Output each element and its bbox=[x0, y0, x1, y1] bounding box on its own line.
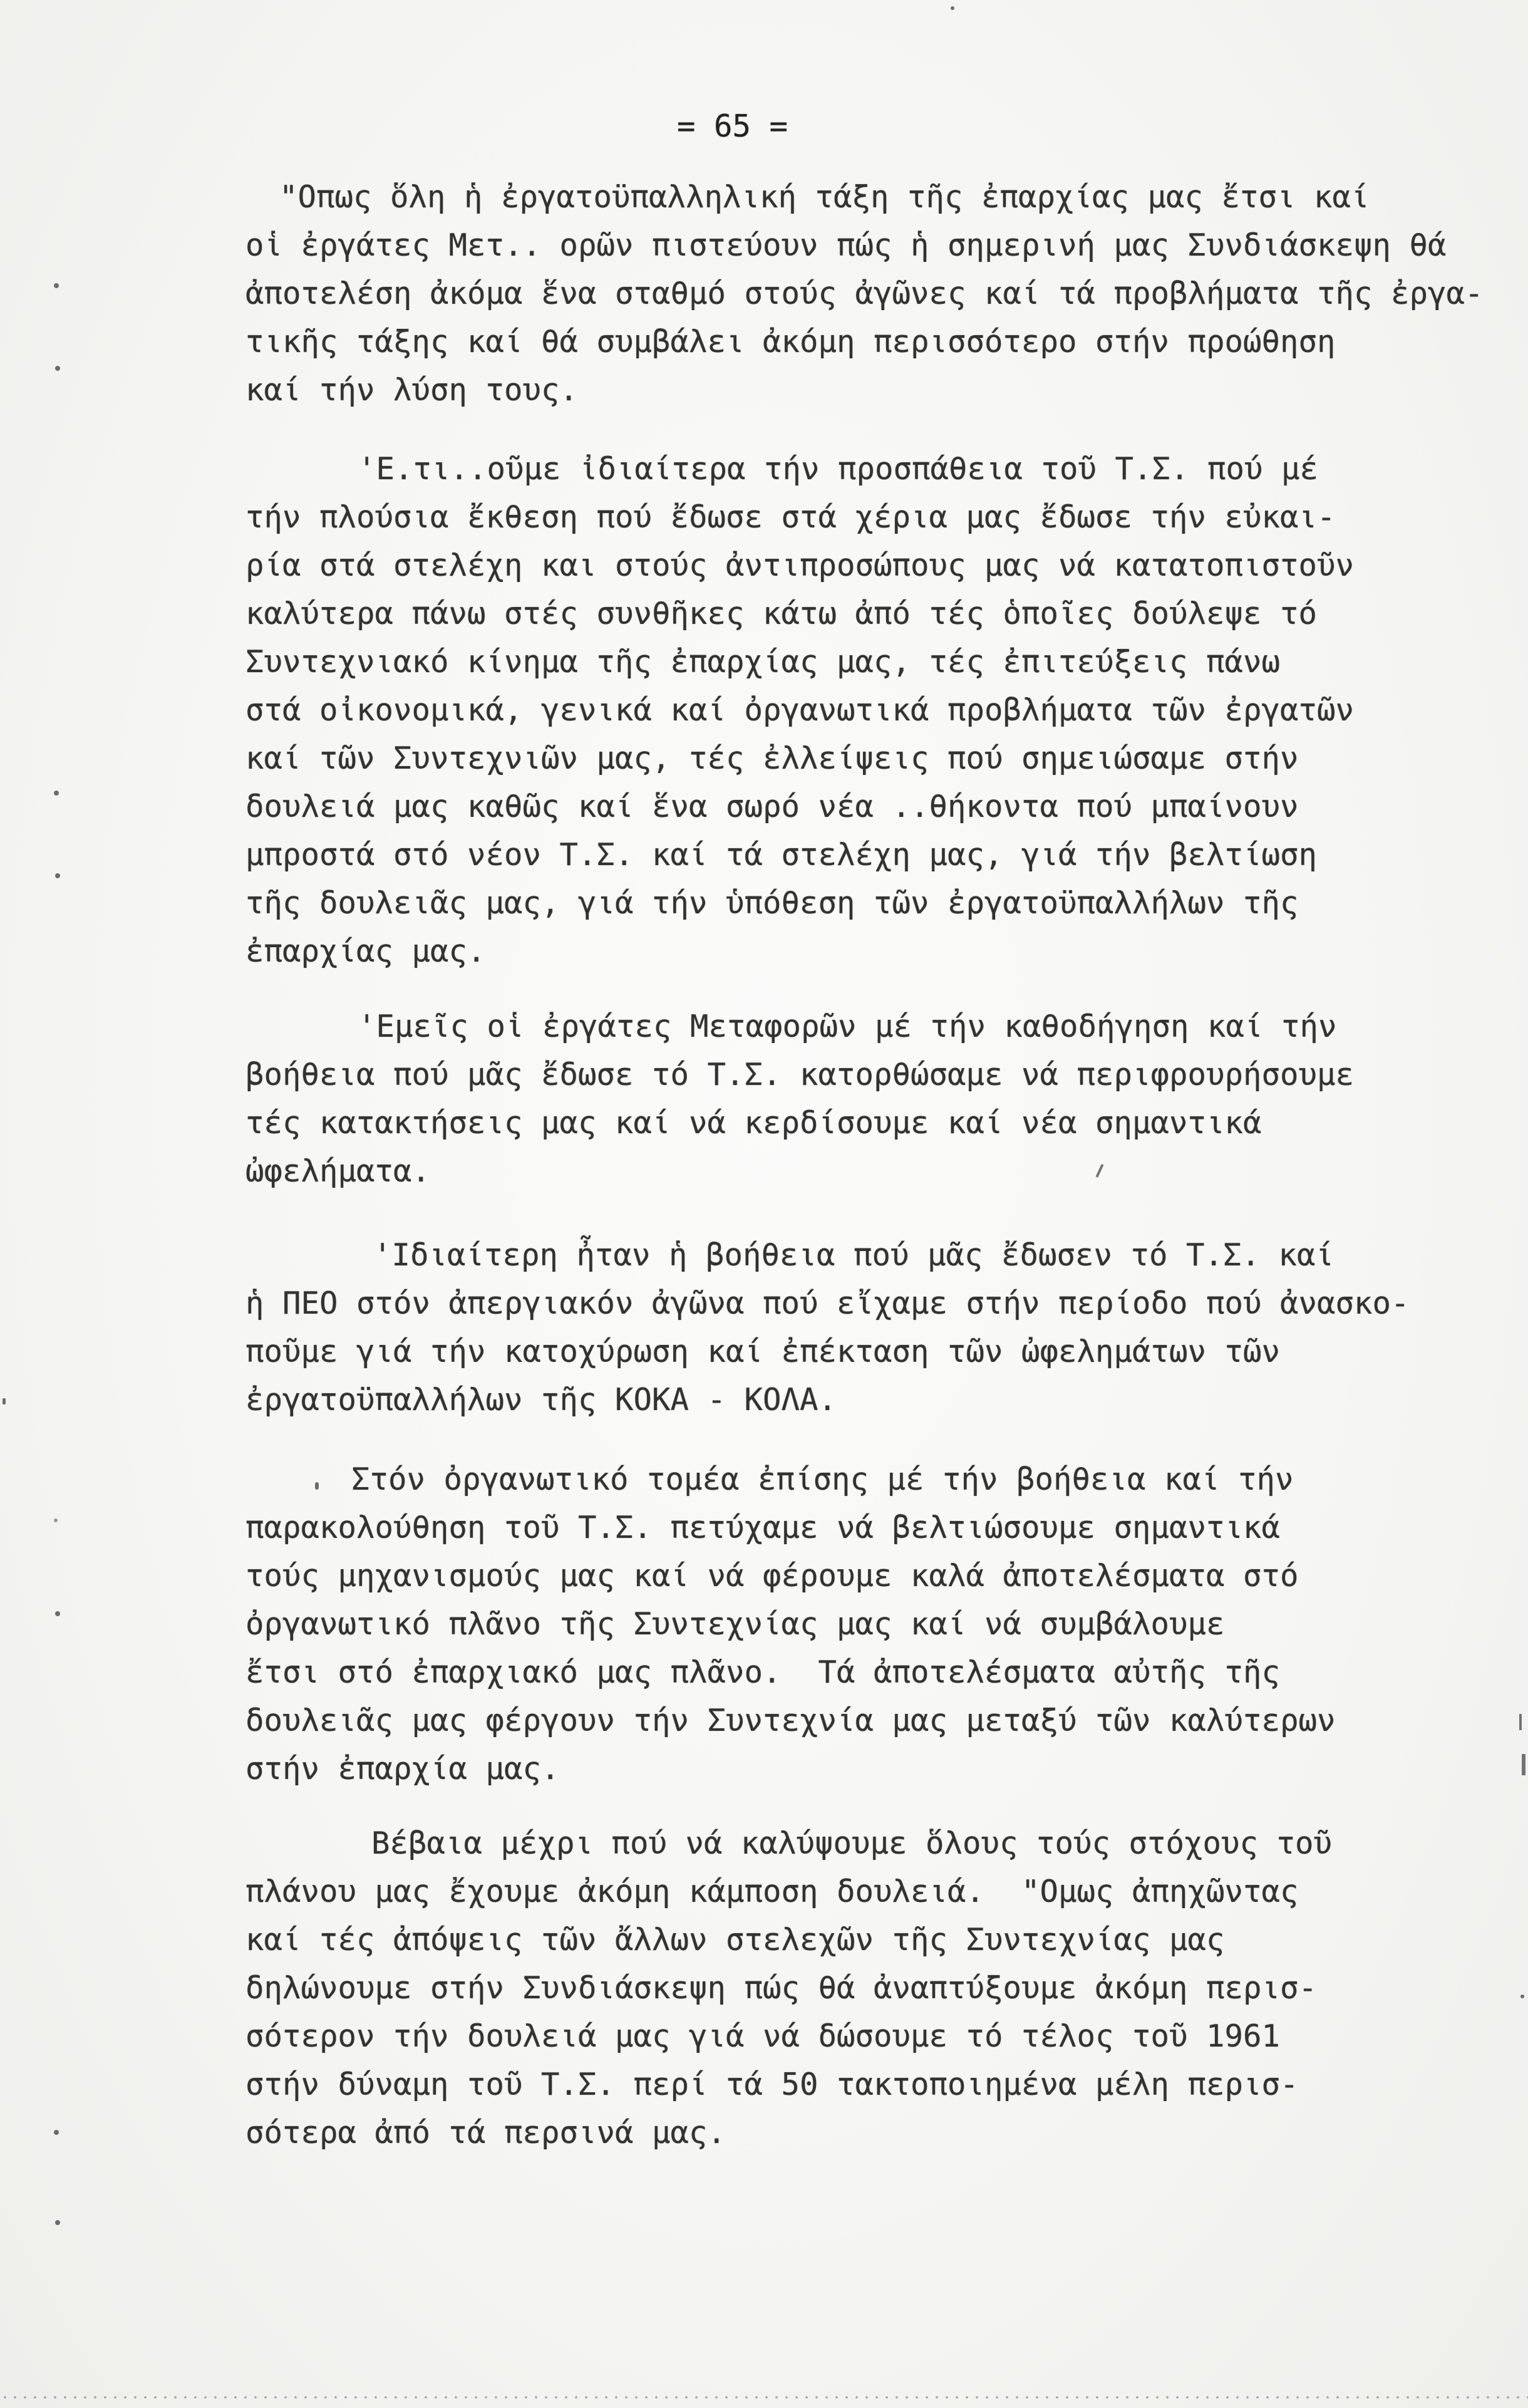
text-line: μπροστά στό νέον Τ.Σ. καί τά στελέχη μας, γιά τήν βελτίωση bbox=[245, 837, 1318, 873]
text-line: ἐργατοϋπαλλήλων τῆς ΚΟΚΑ - ΚΟΛΑ. bbox=[245, 1382, 837, 1418]
text-line: ἔτσι στό ἐπαρχιακό μας πλᾶνο. Τά ἀποτελέσματα αὐτῆς τῆς bbox=[245, 1654, 1281, 1690]
scan-speck bbox=[54, 2130, 59, 2135]
text-line: σότερον τήν δουλειά μας γιά νά δώσουμε τό τέλος τοῦ 1961 bbox=[245, 2018, 1281, 2054]
scan-speck bbox=[951, 6, 954, 10]
text-line: καί τές ἀπόψεις τῶν ἄλλων στελεχῶν τῆς Συντεχνίας μας bbox=[245, 1922, 1225, 1958]
paragraph-6 bbox=[245, 1819, 1332, 2157]
scan-speck bbox=[55, 1611, 60, 1616]
text-line: 'Ιδιαίτερη ἦταν ἡ βοήθεια πού μᾶς ἔδωσεν τό Τ.Σ. καί bbox=[373, 1237, 1334, 1273]
text-line: τήν πλούσια ἔκθεση πού ἔδωσε στά χέρια μας ἔδωσε τήν εὐκαι- bbox=[245, 499, 1336, 535]
text-line: ποῦμε γιά τήν κατοχύρωση καί ἐπέκταση τῶν ὠφελημάτων τῶν bbox=[245, 1334, 1281, 1369]
paragraph-2 bbox=[245, 445, 1354, 975]
text-line: ἡ ΠΕΟ στόν ἀπεργιακόν ἀγῶνα πού εἴχαμε στήν περίοδο πού ἀνασκο- bbox=[245, 1285, 1410, 1321]
scan-speck bbox=[54, 791, 59, 796]
text-line: ὀργανωτικό πλᾶνο τῆς Συντεχνίας μας καί νά συμβάλουμε bbox=[245, 1606, 1225, 1642]
text-line: σότερα ἀπό τά περσινά μας. bbox=[245, 2115, 726, 2151]
scan-speck bbox=[1519, 1714, 1522, 1730]
text-line: ρία στά στελέχη και στούς ἀντιπροσώπους μας νά κατατοπιστοῦν bbox=[245, 548, 1355, 583]
text-line: "Οπως ὅλη ἡ ἐργατοϋπαλληλική τάξη τῆς ἐπαρχίας μας ἔτσι καί bbox=[279, 179, 1370, 215]
text-line: 'Ε.τι..οῦμε ἰδιαίτερα τήν προσπάθεια τοῦ Τ.Σ. πού μέ bbox=[358, 451, 1319, 487]
text-line: Συντεχνιακό κίνημα τῆς ἐπαρχίας μας, τές ἐπιτεύξεις πάνω bbox=[245, 644, 1281, 680]
scan-speck bbox=[55, 2220, 60, 2225]
text-line: καί τῶν Συντεχνιῶν μας, τές ἐλλείψεις πού σημειώσαμε στήν bbox=[245, 740, 1299, 776]
text-line: στά οἰκονομικά, γενικά καί ὀργανωτικά προβλήματα τῶν ἐργατῶν bbox=[245, 692, 1355, 728]
scan-speck bbox=[54, 1518, 58, 1522]
text-line: ἐπαρχίας μας. bbox=[245, 933, 486, 969]
text-line: Βέβαια μέχρι πού νά καλύψουμε ὅλους τούς στόχους τοῦ bbox=[371, 1825, 1333, 1861]
scan-speck bbox=[54, 283, 59, 288]
text-line: πλάνου μας ἔχουμε ἀκόμη κάμποση δουλειά. "Ομως ἀπηχῶντας bbox=[245, 1874, 1299, 1909]
text-line: δηλώνουμε στήν Συνδιάσκεψη πώς θά ἀναπτύξουμε ἀκόμη περισ- bbox=[245, 1970, 1318, 2006]
paragraph-3 bbox=[245, 1002, 1354, 1195]
text-line: τικῆς τάξης καί θά συμβάλει ἀκόμη περισσότερο στήν προώθηση bbox=[245, 324, 1336, 360]
text-line: τούς μηχανισμούς μας καί νά φέρουμε καλά ἀποτελέσματα στό bbox=[245, 1558, 1299, 1594]
text-line: οἱ ἐργάτες Μετ.. ορῶν πιστεύουν πώς ἡ σημερινή μας Συνδιάσκεψη θά bbox=[245, 227, 1447, 263]
paragraph-5 bbox=[245, 1455, 1336, 1793]
text-line: παρακολούθηση τοῦ Τ.Σ. πετύχαμε νά βελτιώσουμε σημαντικά bbox=[245, 1510, 1281, 1545]
text-line: 'Εμεῖς οἱ ἐργάτες Μεταφορῶν μέ τήν καθοδήγηση καί τήν bbox=[358, 1009, 1337, 1044]
paragraph-4 bbox=[245, 1231, 1410, 1424]
text-line: Στόν ὀργανωτικό τομέα ἐπίσης μέ τήν βοήθεια καί τήν bbox=[351, 1461, 1294, 1497]
scan-edge bbox=[0, 2395, 1528, 2399]
text-line: δουλειά μας καθῶς καί ἕνα σωρό νέα ..θήκοντα πού μπαίνουν bbox=[245, 789, 1299, 824]
text-line: ὠφελήματα. bbox=[245, 1153, 431, 1189]
text-line: βοήθεια πού μᾶς ἔδωσε τό Τ.Σ. κατορθώσαμε νά περιφρουρήσουμε bbox=[245, 1057, 1355, 1092]
scan-speck bbox=[3, 1398, 6, 1404]
page-number: = 65 = bbox=[677, 108, 788, 144]
scan-speck bbox=[55, 366, 60, 371]
scan-speck bbox=[315, 1482, 319, 1490]
scan-speck bbox=[55, 873, 60, 878]
text-line: ἀποτελέση ἀκόμα ἕνα σταθμό στούς ἀγῶνες καί τά προβλήματα τῆς ἐργα- bbox=[245, 276, 1484, 311]
text-line: δουλειᾶς μας φέργουν τήν Συντεχνία μας μεταξύ τῶν καλύτερων bbox=[245, 1703, 1336, 1738]
text-line: καί τήν λύση τους. bbox=[245, 372, 579, 408]
text-line: στήν δύναμη τοῦ Τ.Σ. περί τά 50 τακτοποιημένα μέλη περισ- bbox=[245, 2067, 1299, 2102]
text-line: τῆς δουλειᾶς μας, γιά τήν ὑπόθεση τῶν ἐργατοϋπαλλήλων τῆς bbox=[245, 885, 1299, 921]
text-line: καλύτερα πάνω στές συνθῆκες κάτω ἀπό τές ὁποῖες δούλεψε τό bbox=[245, 596, 1318, 631]
scan-speck bbox=[1520, 1995, 1524, 1998]
text-line: τές κατακτήσεις μας καί νά κερδίσουμε καί νέα σημαντικά bbox=[245, 1105, 1262, 1141]
paragraph-1 bbox=[245, 173, 1484, 414]
text-line: στήν ἐπαρχία μας. bbox=[245, 1751, 560, 1787]
scan-speck bbox=[1522, 1754, 1525, 1775]
